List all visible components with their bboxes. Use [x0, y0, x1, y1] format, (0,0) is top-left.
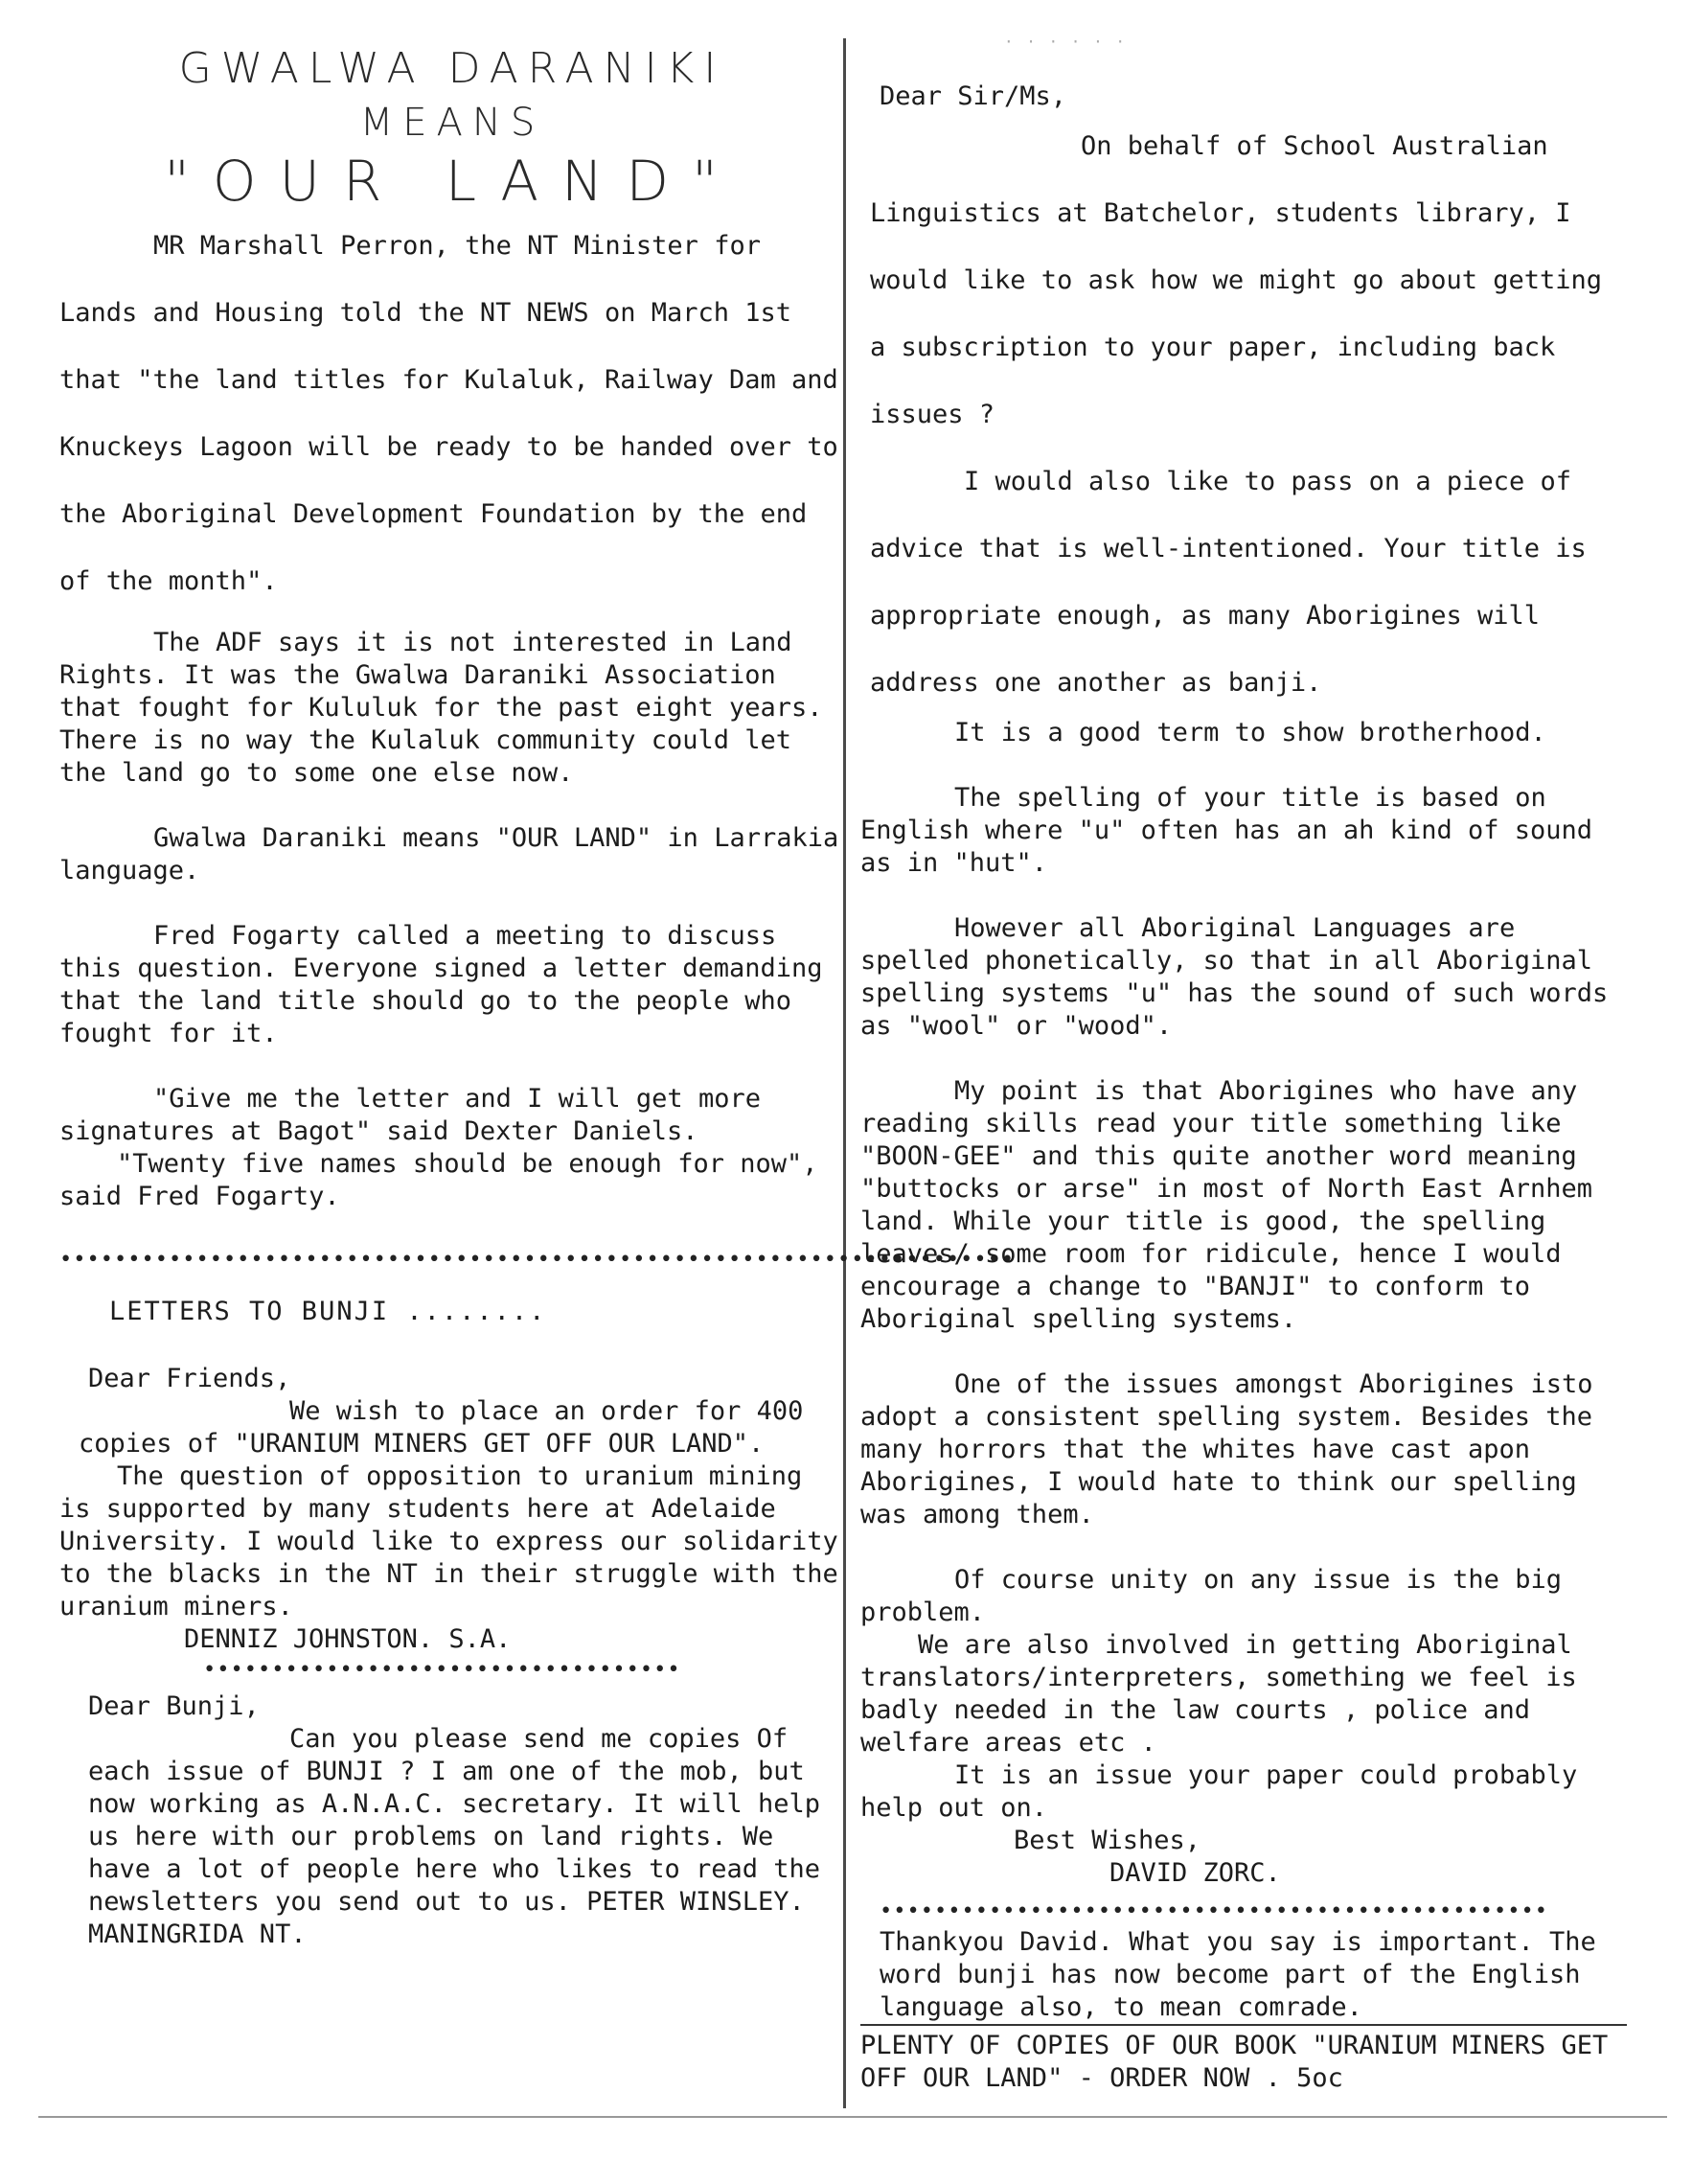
letter2-salutation: Dear Bunji,	[88, 1691, 260, 1722]
zorc-signature: DAVID ZORC.	[1109, 1858, 1281, 1888]
letter2-paragraph-1: Can you please send me copies Of each issue of BUNJI ? I am one of the mob, but now working as A.N.A.C. secretary. It will help us here with our problems on land rights. We have a lot of people here who likes to read the newsletters you send out to us. PETER WINSLEY. MANINGRIDA NT.	[88, 1724, 821, 1950]
zorc-paragraph-8: Of course unity on any issue is the big problem.	[860, 1565, 1562, 1627]
article-paragraph-6: "Twenty five names should be enough for now", said Fred Fogarty.	[59, 1149, 818, 1212]
editor-reply: Thankyou David. What you say is important. The word bunji has now become part of the English language also, to mean comrade.	[860, 1926, 1627, 2026]
zorc-paragraph-7: One of the issues amongst Aborigines isto adopt a consistent spelling system. Besides the many horrors that the whites have cast apon Aborigines, I would hate to think our spelling was among them.	[860, 1369, 1593, 1529]
letter1-paragraph-1: We wish to place an order for 400 copies of "URANIUM MINERS GET OFF OUR LAND".	[79, 1396, 804, 1460]
headline-line-3: "OUR LAND"	[164, 149, 741, 215]
article-paragraph-4: Fred Fogarty called a meeting to discuss this question. Everyone signed a letter demanding that the land title should go to the people who fought for it.	[59, 921, 823, 1049]
zorc-paragraph-3: It is a good term to show brotherhood.	[954, 718, 1546, 747]
faint-mark: · · · · · ·	[1004, 33, 1127, 51]
zorc-closing: Best Wishes,	[1014, 1826, 1201, 1855]
letters-heading: LETTERS TO BUNJI ........	[109, 1297, 547, 1327]
zorc-paragraph-1: On behalf of School Australian Linguistics at Batchelor, students library, I would like to ask how we might go about getting a subscription to your paper, including back issues ?	[870, 131, 1603, 429]
letter1-signature: DENNIZ JOHNSTON. S.A.	[184, 1624, 512, 1655]
article-paragraph-3: Gwalwa Daraniki means "OUR LAND" in Larrakia language.	[59, 823, 839, 886]
headline-line-2: MEANS	[359, 101, 545, 146]
zorc-salutation: Dear Sir/Ms,	[880, 81, 1067, 111]
bottom-rule	[38, 2116, 1667, 2118]
right-column	[860, 29, 1627, 2095]
book-advertisement: PLENTY OF COPIES OF OUR BOOK "URANIUM MINERS GET OFF OUR LAND" - ORDER NOW . 5oc	[860, 2031, 1609, 2093]
zorc-paragraph-6: My point is that Aborigines who have any reading skills read your title something like "BOON-GEE" and this quite another word meaning "buttocks or arse" in most of North East Arnhem land. While your title is good, the spelling leaves/ some room for ridicule, hence I would encourage a change to "BANJI" to conform to Aboriginal spelling systems.	[860, 1076, 1593, 1334]
zorc-paragraph-5: However all Aboriginal Languages are spelled phonetically, so that in all Aboriginal spelling systems "u" has the sound of such words as "wool" or "wood".	[860, 913, 1609, 1041]
zorc-paragraph-2: I would also like to pass on a piece of advice that is well-intentioned. Your title is appropriate enough, as many Aborigines will address one another as banji.	[870, 467, 1587, 698]
letter1-salutation: Dear Friends,	[88, 1364, 291, 1394]
zorc-paragraph-9: We are also involved in getting Aboriginal translators/interpreters, something we feel is badly needed in the law courts , police and welfare areas etc .	[860, 1630, 1577, 1758]
section-divider: ••••••••••••••••••••••••••••••••••••••••••••••••••••••••••••••••••••••	[59, 1248, 1016, 1273]
zorc-paragraph-10: It is an issue your paper could probably help out on.	[860, 1760, 1578, 1823]
letter-divider: •••••••••••••••••••••••••••••••••••	[203, 1658, 681, 1683]
letter1-paragraph-2: The question of opposition to uranium mining is supported by many students here at Adelaide University. I would like to express our solidarity to the blacks in the NT in their struggle with the uranium miners.	[59, 1461, 838, 1622]
article-paragraph-1: MR Marshall Perron, the NT Minister for Lands and Housing told the NT NEWS on March 1st that "the land titles for Kulaluk, Railway Dam and Knuckeys Lagoon will be ready to be handed over to the Aboriginal Development Foundation by the end of the month".	[59, 231, 838, 597]
article-paragraph-2: The ADF says it is not interested in Land Rights. It was the Gwalwa Daraniki Association that fought for Kululuk for the past eight years. There is no way the Kulaluk community could let the land go to some one else now.	[59, 628, 823, 789]
article-paragraph-5: "Give me the letter and I will get more signatures at Bagot" said Dexter Daniels.	[59, 1084, 761, 1147]
zorc-paragraph-4: The spelling of your title is based on English where "u" often has an ah kind of sound as in "hut".	[860, 783, 1593, 878]
headline-line-1: GWALWA DARANIKI	[178, 44, 726, 93]
reply-divider: •••••••••••••••••••••••••••••••••••••••••••••••••	[880, 1899, 1549, 1923]
